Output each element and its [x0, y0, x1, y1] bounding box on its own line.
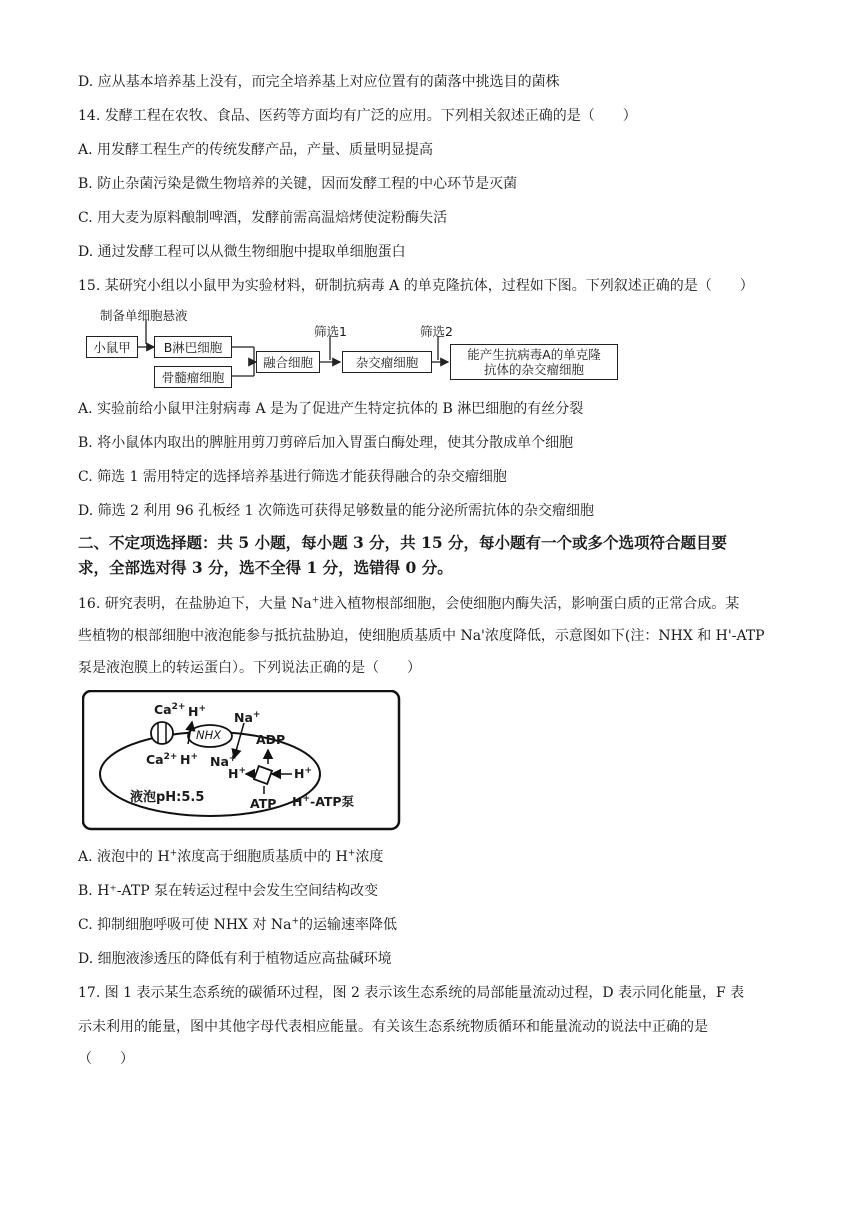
- q16c-2: 的运输速率降低: [299, 917, 398, 933]
- q14-option-b: B. 防止杂菌污染是微生物培养的关键，因而发酵工程的中心环节是灭菌: [78, 176, 518, 192]
- q16c-1: C. 抑制细胞呼吸可使 NHX 对 Na: [78, 917, 292, 933]
- q16-l1-pre: 16. 研究表明，在盐胁迫下，大量 Na: [78, 596, 312, 612]
- final-cell-box: [450, 344, 618, 380]
- q16a-2: 浓度高于细胞质基质中的 H: [177, 849, 348, 865]
- q16-l1-sup: +: [311, 595, 320, 606]
- q16-l1-post: 进入植物根部细胞，会使细胞内酶失活，影响蛋白质的正常合成。某: [319, 596, 740, 612]
- q16-option-c: [78, 915, 397, 935]
- section2-header-2: 求，全部选对得 3 分，选不全得 1 分，选错得 0 分。: [78, 558, 453, 577]
- na-top-label: [234, 710, 260, 725]
- q16-option-d: D. 细胞液渗透压的降低有利于植物适应高盐碱环境: [78, 951, 392, 967]
- na-top-text: Na: [234, 710, 253, 725]
- q16-option-b: B. H⁺-ATP 泵在转运过程中会发生空间结构改变: [78, 883, 379, 899]
- pump-h-text: H: [292, 794, 303, 809]
- q17-stem-2: 示未利用的能量，图中其他字母代表相应能量。有关该生态系统物质循环和能量流动的说法中正确的是: [78, 1019, 708, 1035]
- final-line2: 抗体的杂交瘤细胞: [483, 362, 584, 377]
- ca-top-label: [154, 702, 185, 717]
- na-inner-sup: +: [228, 753, 237, 764]
- h-inner-label: [228, 766, 246, 781]
- h-bottom-label: [180, 752, 198, 767]
- ca-top-sup: 2+: [171, 701, 186, 712]
- q16-stem-3: 泵是液泡膜上的转运蛋白）。下列说法正确的是（ ）: [78, 660, 421, 676]
- myeloma-box: 骨髓瘤细胞: [154, 366, 232, 388]
- na-top-sup: +: [252, 709, 261, 720]
- ca-bottom-sup: 2+: [163, 751, 178, 762]
- atp-label: ATP: [250, 796, 277, 811]
- h-outer-text: H: [294, 766, 305, 781]
- pump-text: -ATP泵: [310, 794, 355, 809]
- pump-label: [292, 792, 354, 810]
- ca-bottom-label: [146, 752, 177, 767]
- q16a-1: A. 液泡中的 H: [78, 849, 170, 865]
- q13-option-d: D. 应从基本培养基上没有，而完全培养基上对应位置有的菌落中挑选目的菌株: [78, 74, 560, 90]
- vacuole-ph-label: 液泡pH:5.5: [130, 790, 205, 805]
- q14-option-c: C. 用大麦为原料酿制啤酒，发酵前需高温焙烤使淀粉酶失活: [78, 210, 448, 226]
- q14-stem: 14. 发酵工程在农牧、食品、医药等方面均有广泛的应用。下列相关叙述正确的是（ ）: [78, 108, 637, 124]
- q16-stem-1: [78, 594, 739, 614]
- screen1-label: 筛选1: [314, 324, 347, 339]
- q17-stem-3: （ ）: [78, 1051, 134, 1067]
- q16a-sup2: +: [347, 848, 356, 859]
- q17-stem-1: 17. 图 1 表示某生态系统的碳循环过程，图 2 表示该生态系统的局部能量流动过程，D 表示同化能量，F 表: [78, 985, 745, 1001]
- h-outer-sup: +: [304, 765, 313, 776]
- final-line1: 能产生抗病毒A的单克隆: [467, 347, 601, 362]
- pump-h-sup: +: [302, 793, 311, 804]
- q16a-3: 浓度: [355, 849, 384, 865]
- nhx-label: NHX: [196, 728, 222, 742]
- vacuole-diagram: [82, 690, 402, 832]
- na-inner-text: Na: [210, 754, 229, 769]
- ca-bottom-text: Ca: [146, 752, 164, 767]
- q16a-sup1: +: [169, 848, 178, 859]
- q16c-sup: +: [291, 916, 300, 927]
- q16-option-a: [78, 847, 383, 867]
- q16-stem-2: 些植物的根部细胞中液泡能参与抵抗盐胁迫，使细胞质基质中 Na'浓度降低，示意图如下(注：NHX 和 H'-ATP: [78, 628, 765, 644]
- h-top-text: H: [188, 704, 199, 719]
- q15-option-b: B. 将小鼠体内取出的脾脏用剪刀剪碎后加入胃蛋白酶处理，使其分散成单个细胞: [78, 435, 574, 451]
- hybridoma-box: 杂交瘤细胞: [342, 351, 432, 373]
- h-bottom-text: H: [180, 752, 191, 767]
- q14-option-d: D. 通过发酵工程可以从微生物细胞中提取单细胞蛋白: [78, 244, 406, 260]
- adp-label: ADP: [256, 732, 286, 747]
- h-top-label: [188, 704, 206, 719]
- q15-option-a: A. 实验前给小鼠甲注射病毒 A 是为了促进产生特定抗体的 B 淋巴细胞的有丝分裂: [78, 401, 584, 417]
- h-top-sup: +: [198, 703, 207, 714]
- h-bottom-sup: +: [190, 751, 199, 762]
- hybridoma-flow-diagram: [86, 306, 646, 390]
- h-inner-sup: +: [238, 765, 247, 776]
- q15-stem: 15. 某研究小组以小鼠甲为实验材料，研制抗病毒 A 的单克隆抗体，过程如下图。下列叙述正确的是（ ）: [78, 278, 754, 294]
- b-cell-box: B淋巴细胞: [154, 336, 232, 358]
- h-outer-label: [294, 766, 312, 781]
- fused-cell-box: 融合细胞: [256, 351, 320, 373]
- prep-label: 制备单细胞悬液: [100, 308, 188, 323]
- ca-top-text: Ca: [154, 702, 172, 717]
- q14-option-a: A. 用发酵工程生产的传统发酵产品，产量、质量明显提高: [78, 142, 434, 158]
- q15-option-d: D. 筛选 2 利用 96 孔板经 1 次筛选可获得足够数量的能分泌所需抗体的杂交瘤细胞: [78, 503, 594, 519]
- h-inner-text: H: [228, 766, 239, 781]
- mouse-box: 小鼠甲: [86, 336, 138, 358]
- section2-header-1: 二、不定项选择题：共 5 小题，每小题 3 分，共 15 分，每小题有一个或多个选项符合题目要: [78, 533, 728, 552]
- screen2-label: 筛选2: [420, 324, 453, 339]
- q15-option-c: C. 筛选 1 需用特定的选择培养基进行筛选才能获得融合的杂交瘤细胞: [78, 469, 507, 485]
